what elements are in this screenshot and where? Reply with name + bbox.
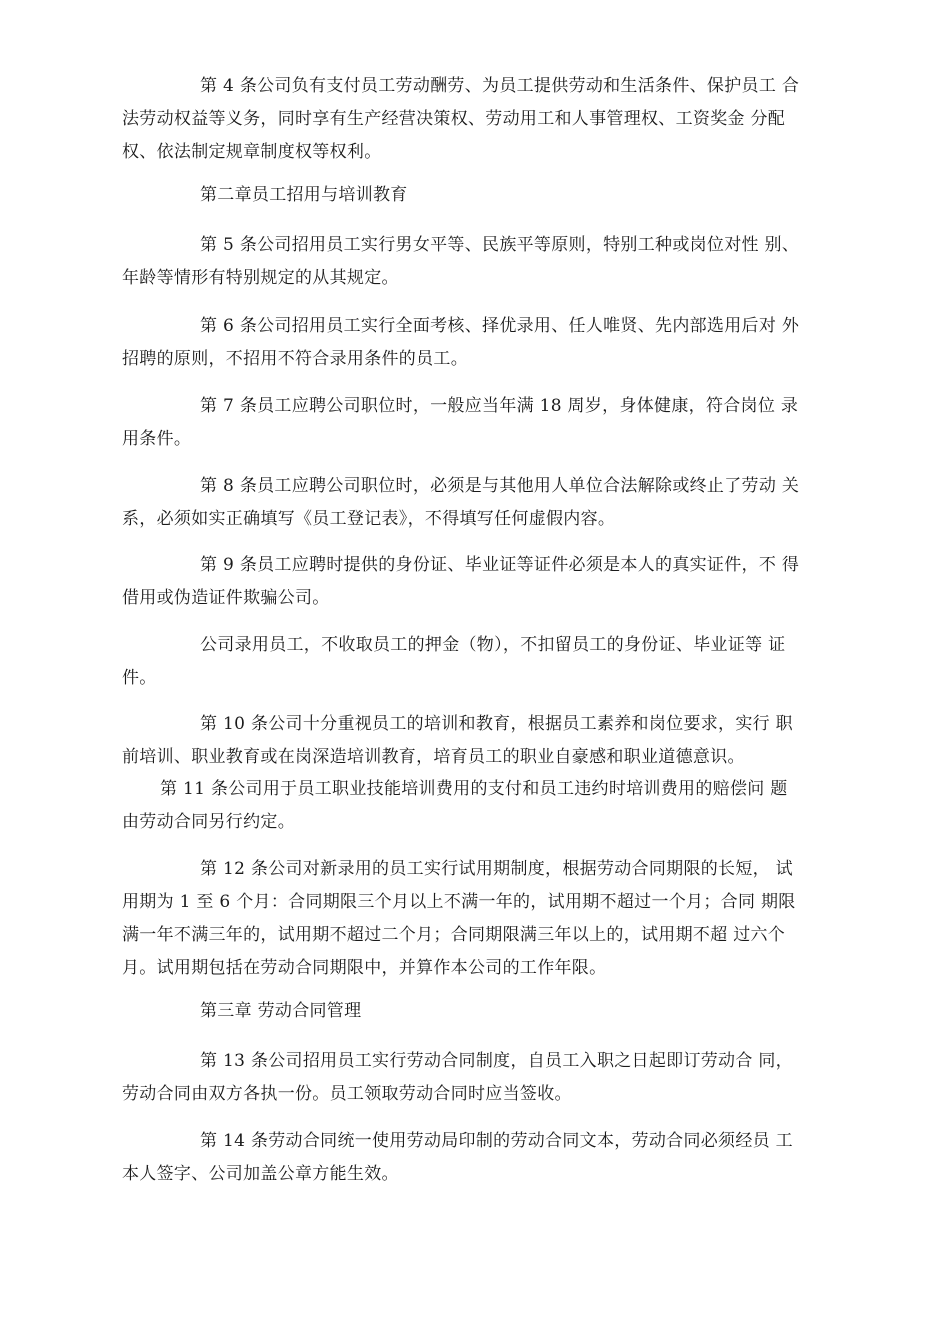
- article-7-paragraph: [122, 390, 832, 456]
- paragraph-line: 权、依法制定规章制度权等权利。: [122, 142, 382, 162]
- article-14-paragraph: [122, 1125, 832, 1191]
- paragraph-line: 第 4 条公司负有支付员工劳动酬劳、为员工提供劳动和生活条件、保护员工 合: [200, 76, 800, 96]
- article-12-paragraph: [122, 853, 832, 985]
- paragraph-line: 第 5 条公司招用员工实行男女平等、民族平等原则，特别工种或岗位对性 别、: [200, 235, 800, 255]
- paragraph-line: 法劳动权益等义务，同时享有生产经营决策权、劳动用工和人事管理权、工资奖金 分配: [122, 109, 786, 129]
- paragraph-line: 第 7 条员工应聘公司职位时，一般应当年满 18 周岁，身体健康，符合岗位 录: [200, 396, 799, 416]
- article-8-paragraph: [122, 470, 832, 536]
- paragraph-line: 第 12 条公司对新录用的员工实行试用期制度，根据劳动合同期限的长短， 试: [200, 859, 793, 879]
- paragraph-line: 招聘的原则，不招用不符合录用条件的员工。: [122, 349, 468, 369]
- article-13-paragraph: [122, 1045, 832, 1111]
- paragraph-line: 月。试用期包括在劳动合同期限中，并算作本公司的工作年限。: [122, 958, 607, 978]
- article-4-paragraph: [122, 70, 832, 169]
- heading-text: 第三章 劳动合同管理: [200, 1001, 362, 1021]
- paragraph-line: 第 10 条公司十分重视员工的培训和教育，根据员工素养和岗位要求，实行 职: [200, 714, 793, 734]
- paragraph-line: 用条件。: [122, 429, 192, 449]
- paragraph-line: 劳动合同由双方各执一份。员工领取劳动合同时应当签收。: [122, 1084, 572, 1104]
- paragraph-line: 前培训、职业教育或在岗深造培训教育，培育员工的职业自豪感和职业道德意识。: [122, 747, 745, 767]
- article-9-paragraph: [122, 549, 832, 615]
- paragraph-line: 公司录用员工，不收取员工的押金（物），不扣留员工的身份证、毕业证等 证: [200, 635, 786, 655]
- paragraph-line: 第 6 条公司招用员工实行全面考核、择优录用、任人唯贤、先内部选用后对 外: [200, 316, 800, 336]
- paragraph-line: 第 9 条员工应聘时提供的身份证、毕业证等证件必须是本人的真实证件，不 得: [200, 555, 800, 575]
- paragraph-line: 用期为 1 至 6 个月：合同期限三个月以上不满一年的，试用期不超过一个月；合同 期限: [122, 892, 796, 912]
- paragraph-line: 第 14 条劳动合同统一使用劳动局印制的劳动合同文本，劳动合同必须经员 工: [200, 1131, 793, 1151]
- paragraph-line: 第 11 条公司用于员工职业技能培训费用的支付和员工违约时培训费用的赔偿问 题: [160, 779, 788, 799]
- paragraph-line: 由劳动合同另行约定。: [122, 812, 295, 832]
- chapter-3-heading: [122, 995, 832, 1028]
- paragraph-line: 件。: [122, 668, 157, 688]
- article-11-paragraph: [122, 773, 832, 839]
- paragraph-line: 借用或伪造证件欺骗公司。: [122, 588, 330, 608]
- paragraph-line: 系，必须如实正确填写《员工登记表》，不得填写任何虚假内容。: [122, 509, 616, 529]
- article-5-paragraph: [122, 229, 832, 295]
- deposit-paragraph: [122, 629, 832, 695]
- paragraph-line: 年龄等情形有特别规定的从其规定。: [122, 268, 399, 288]
- paragraph-line: 第 13 条公司招用员工实行劳动合同制度，自员工入职之日起即订劳动合 同，: [200, 1051, 793, 1071]
- heading-text: 第二章员工招用与培训教育: [200, 185, 408, 205]
- article-10-paragraph: [122, 708, 832, 774]
- paragraph-line: 本人签字、公司加盖公章方能生效。: [122, 1164, 399, 1184]
- article-6-paragraph: [122, 310, 832, 376]
- paragraph-line: 第 8 条员工应聘公司职位时，必须是与其他用人单位合法解除或终止了劳动 关: [200, 476, 800, 496]
- chapter-2-heading: [122, 179, 832, 212]
- paragraph-line: 满一年不满三年的，试用期不超过二个月；合同期限满三年以上的，试用期不超 过六个: [122, 925, 786, 945]
